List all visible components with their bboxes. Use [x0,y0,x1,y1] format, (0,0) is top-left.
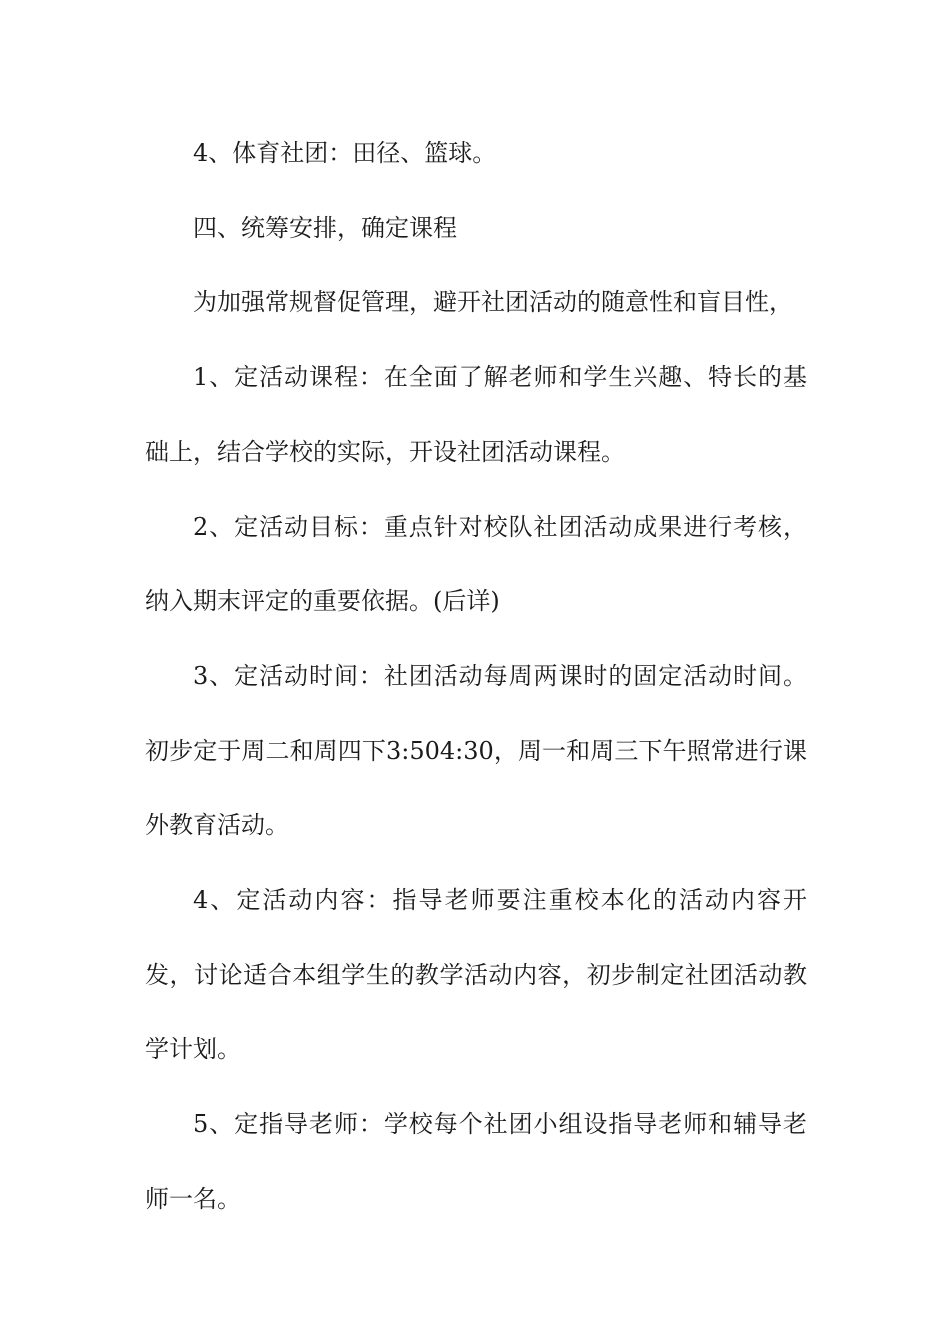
paragraph-sports-clubs: 4、体育社团：田径、篮球。 [193,139,497,167]
document-body [145,116,807,1237]
section-heading-arrangement: 四、统筹安排，确定课程 [193,213,457,242]
paragraph-teacher: 5、定指导老师：学校每个社团小组设指导老师和辅导老师一名。 [145,1110,807,1213]
paragraph-goal: 2、定活动目标：重点针对校队社团活动成果进行考核，纳入期末评定的重要依据。(后详) [145,512,807,616]
paragraph-course: 1、定活动课程：在全面了解老师和学生兴趣、特长的基础上，结合学校的实际，开设社团活动课程。 [145,363,807,466]
paragraph-intro: 为加强常规督促管理，避开社团活动的随意性和盲目性， [193,288,793,317]
paragraph-time: 3、定活动时间：社团活动每周两课时的固定活动时间。初步定于周二和周四下3:504:30，周一和周三下午照常进行课外教育活动。 [145,661,807,840]
paragraph-content: 4、定活动内容：指导老师要注重校本化的活动内容开发，讨论适合本组学生的教学活动内容，初步制定社团活动教学计划。 [145,886,807,1064]
